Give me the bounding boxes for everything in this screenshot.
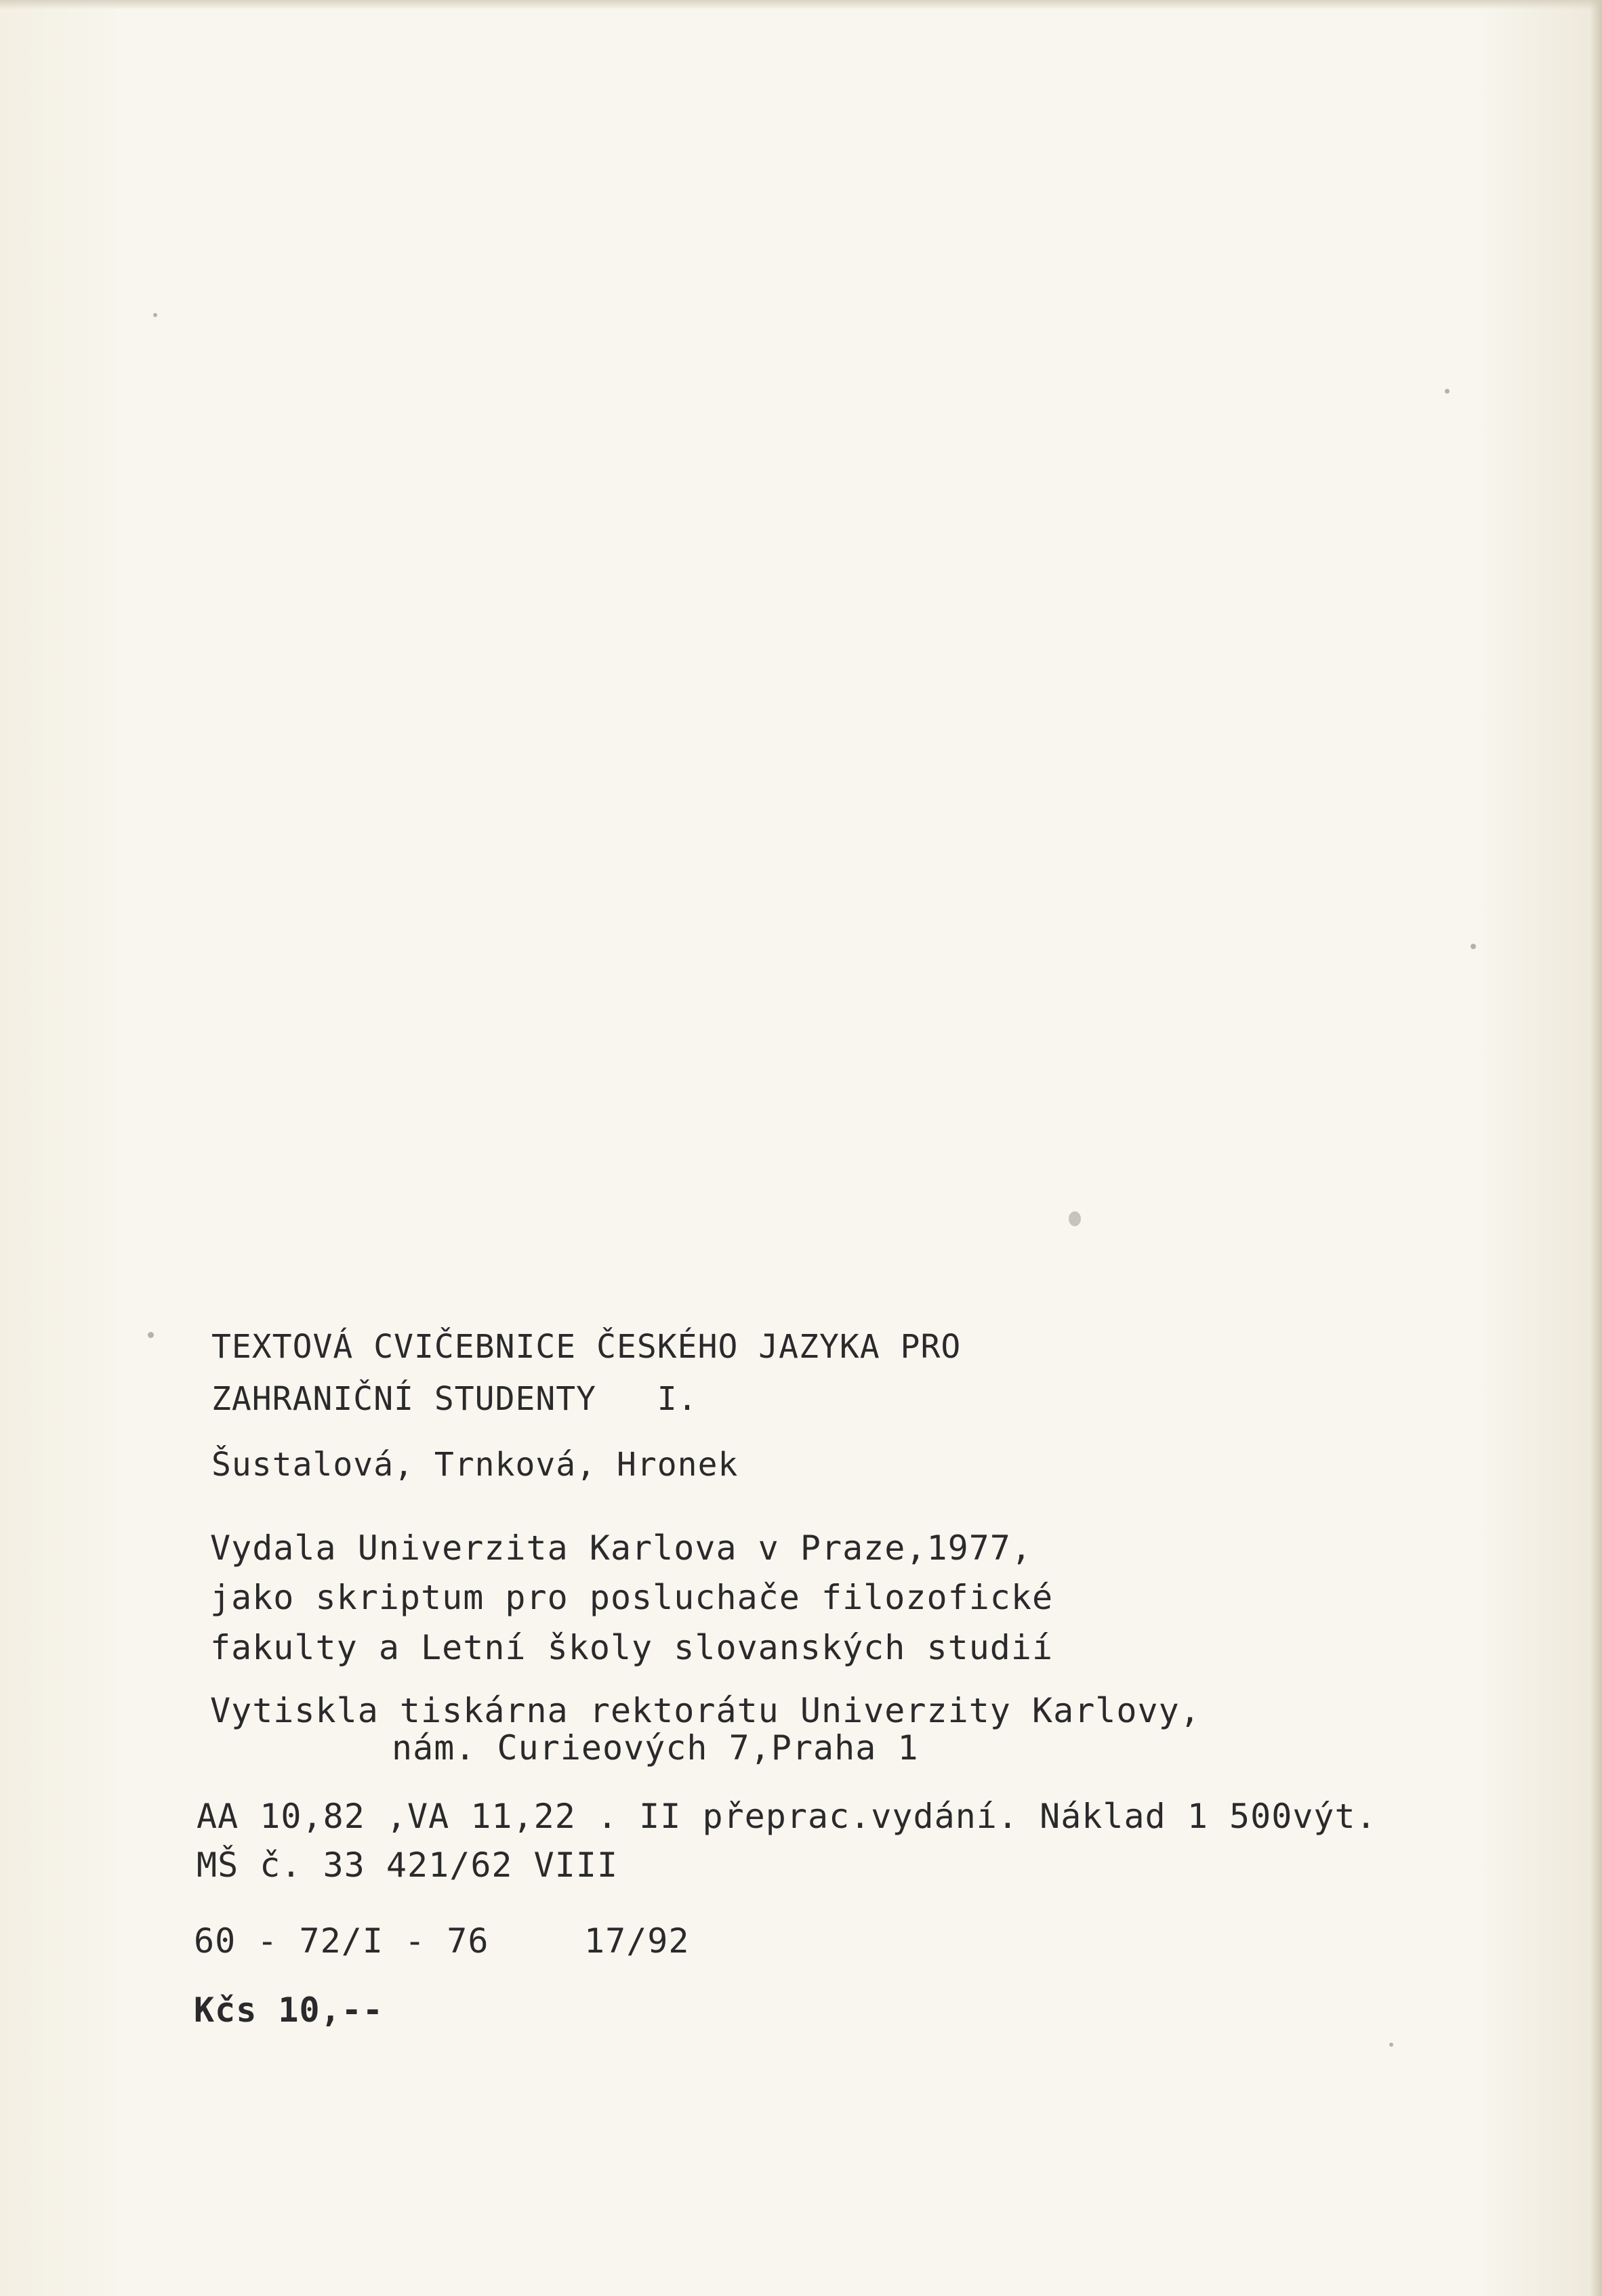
title-line-2: ZAHRANIČNÍ STUDENTY I.: [211, 1380, 698, 1418]
publisher-line-3: fakulty a Letní školy slovanských studií: [210, 1628, 1054, 1667]
publisher-line-2: jako skriptum pro posluchače filozofické: [210, 1578, 1054, 1617]
paper-speck: [1445, 389, 1450, 394]
printer-line-1: Vytiskla tiskárna rektorátu Univerzity Karlovy,: [210, 1691, 1201, 1730]
ministry-line: MŠ č. 33 421/62 VIII: [197, 1845, 619, 1885]
paper-speck: [153, 313, 157, 317]
paper-speck: [148, 1332, 154, 1338]
catalog-number: 60 - 72/I - 76: [194, 1921, 489, 1961]
page-right-edge: [1590, 0, 1602, 2296]
edition-line: AA 10,82 ,VA 11,22 . II přeprac.vydání. Náklad 1 500výt.: [197, 1797, 1377, 1836]
catalog-code: 17/92: [584, 1921, 690, 1961]
paper-speck: [1069, 1211, 1081, 1226]
page-top-edge: [0, 0, 1602, 9]
price: Kčs 10,--: [194, 1990, 384, 2030]
paper-speck: [1389, 2043, 1393, 2047]
publisher-line-1: Vydala Univerzita Karlova v Praze,1977,: [210, 1528, 1032, 1568]
title-line-1: TEXTOVÁ CVIČEBNICE ČESKÉHO JAZYKA PRO: [211, 1328, 962, 1366]
authors: Šustalová, Trnková, Hronek: [211, 1446, 739, 1484]
printer-line-2: nám. Curieových 7,Praha 1: [392, 1728, 919, 1768]
paper-speck: [1471, 944, 1476, 949]
